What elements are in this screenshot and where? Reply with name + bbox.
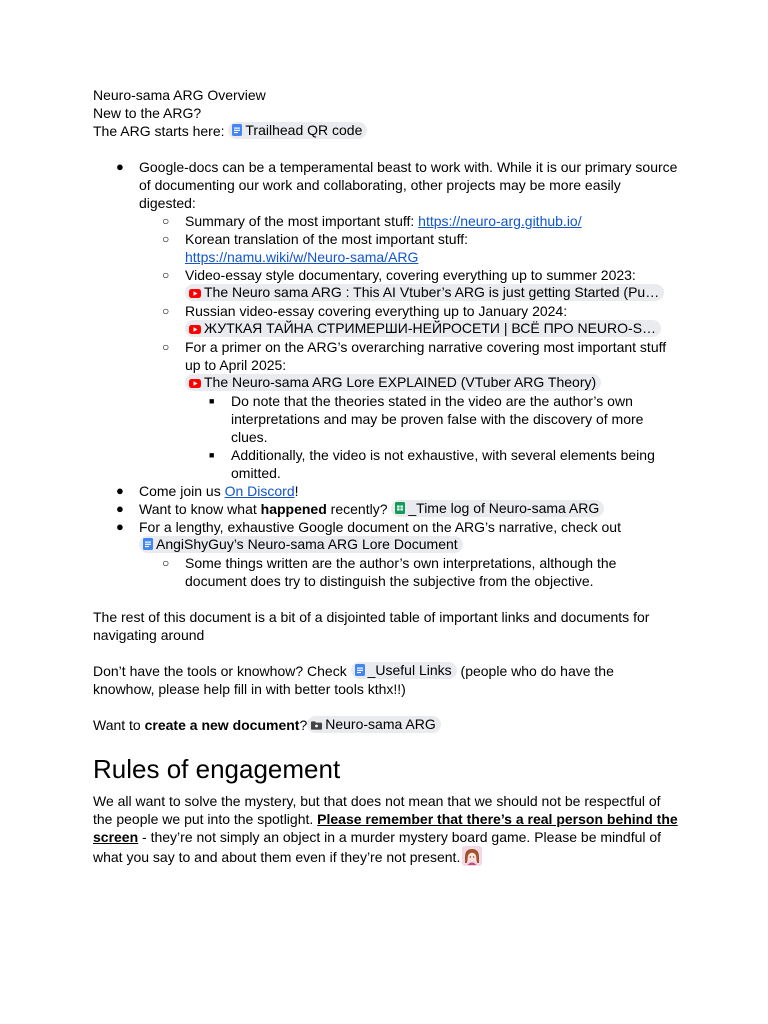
discord-suffix: ! [294,483,299,499]
list-item [139,230,678,266]
happened-prefix: Want to know what [139,501,261,517]
folder-chip-label: Neuro-sama ARG [325,716,436,732]
arg-start-prefix: The ARG starts here: [93,123,229,139]
primer-video-chip[interactable] [185,374,601,391]
bullet-circle: ○ [162,304,170,318]
bullet-dot: ● [116,501,124,516]
video-text: Video-essay style documentary, covering everything up to summer 2023: [185,267,636,283]
document-body [93,86,678,870]
video-chip[interactable] [185,284,664,301]
rules-text-1: We all want to solve the mystery, but that does not mean that we should not be respectful of the people we put into the spotlight. [93,793,661,827]
primer-text: For a primer on the ARG’s overarching narrative covering most important stuff up to April 2025: [185,339,667,373]
google-docs-icon [143,537,153,553]
russian-text: Russian video-essay covering everything up to January 2024: [185,303,568,319]
google-docs-icon [232,123,242,139]
bullet-dot: ● [116,483,124,498]
list-item [139,338,678,482]
doc-title: Neuro-sama ARG Overview [93,87,266,103]
bullet-square: ■ [209,396,215,406]
list-item [139,266,678,302]
bullet1-text: Google-docs can be a temperamental beast to work with. While it is our primary source of documenting our work and collaborating, other projects may be more easily digested: [139,159,678,211]
primer-chip-label: The Neuro-sama ARG Lore EXPLAINED (VTuber ARG Theory) [204,374,597,390]
bullet-dot: ● [116,159,124,174]
folder-icon [311,717,322,733]
list-item [139,302,678,338]
time-log-chip[interactable] [391,500,604,517]
lore-doc-note: Some things written are the author’s own interpretations, although the document does try to distinguish the subjective from the objective. [185,555,617,589]
rules-heading: Rules of engagement [93,754,341,784]
tools-paragraph [93,662,678,698]
happened-middle: recently? [326,501,392,517]
trailhead-chip-label: Trailhead QR code [245,122,363,138]
russian-video-chip[interactable] [185,320,661,337]
tools-prefix: Don’t have the tools or knowhow? Check [93,663,351,679]
list-item [93,158,678,482]
create-paragraph [93,716,678,734]
create-bold: create a new document [144,717,300,733]
summary-link[interactable]: https://neuro-arg.github.io/ [418,213,582,229]
list-item [93,518,678,590]
trailhead-chip[interactable] [228,122,367,139]
rules-paragraph [93,792,678,870]
note1-text: Do note that the theories stated in the video are the author’s own interpretations and may be proven false with the discovery of more clues. [231,393,644,445]
list-item [139,554,678,590]
bullet-dot: ● [116,519,124,534]
create-prefix: Want to [93,717,145,733]
discord-link[interactable]: On Discord [224,483,295,499]
list-item [93,500,678,518]
discord-prefix: Come join us [139,483,225,499]
main-bullet-list [93,158,678,590]
happened-bold: happened [260,501,327,517]
useful-links-chip[interactable] [351,662,457,679]
bullet-circle: ○ [162,340,170,354]
korean-text: Korean translation of the most important stuff: [185,231,469,247]
bullet-circle: ○ [162,232,170,246]
bullet-square: ■ [209,450,215,460]
arg-start-line [93,122,678,140]
create-suffix: ? [299,717,308,733]
youtube-icon [189,375,201,391]
list-item [185,392,678,446]
note2-text: Additionally, the video is not exhaustive, with several elements being omitted. [231,447,655,481]
time-log-chip-label: _Time log of Neuro-sama ARG [408,500,600,516]
youtube-icon [189,285,201,301]
summary-text: Summary of the most important stuff: [185,213,419,229]
useful-links-chip-label: _Useful Links [367,662,452,678]
neuro-avatar-icon [462,846,482,870]
primer-notes-list [185,392,678,482]
bullet-circle: ○ [162,268,170,282]
bullet-circle: ○ [162,556,170,570]
lore-doc-chip-label: AngiShyGuy’s Neuro-sama ARG Lore Document [156,536,458,552]
lore-doc-text: For a lengthy, exhaustive Google document on the ARG’s narrative, check out [139,519,621,535]
video-chip-label: The Neuro sama ARG : This AI Vtuber’s ARG is just getting Started (Pu… [204,284,660,300]
lore-doc-chip[interactable] [139,536,463,553]
google-docs-icon [355,663,365,679]
youtube-icon [189,321,201,337]
doc-subtitle: New to the ARG? [93,105,202,121]
russian-chip-label: ЖУТКАЯ ТАЙНА СТРИМЕРШИ-НЕЙРОСЕТИ | ВСЁ ПРО NEURO-S… [204,320,657,336]
korean-link[interactable]: https://namu.wiki/w/Neuro-sama/ARG [185,249,419,265]
rules-bold: Please remember that there’s a real person behind the screen [93,811,678,845]
list-item [93,482,678,500]
list-item [139,212,678,230]
rules-text-2: - they’re not simply an object in a murder mystery board game. Please be mindful of what you say to and about them even if they’re not present. [93,829,662,865]
bullet4-sublist [139,554,678,590]
folder-chip[interactable] [307,716,440,733]
bullet-circle: ○ [162,214,170,228]
google-sheets-icon [395,501,405,517]
rest-paragraph: The rest of this document is a bit of a disjointed table of important links and documents for navigating around [93,609,650,643]
bullet1-sublist [139,212,678,482]
list-item [185,446,678,482]
tools-suffix: (people who do have the knowhow, please help fill in with better tools kthx!!) [93,663,614,697]
